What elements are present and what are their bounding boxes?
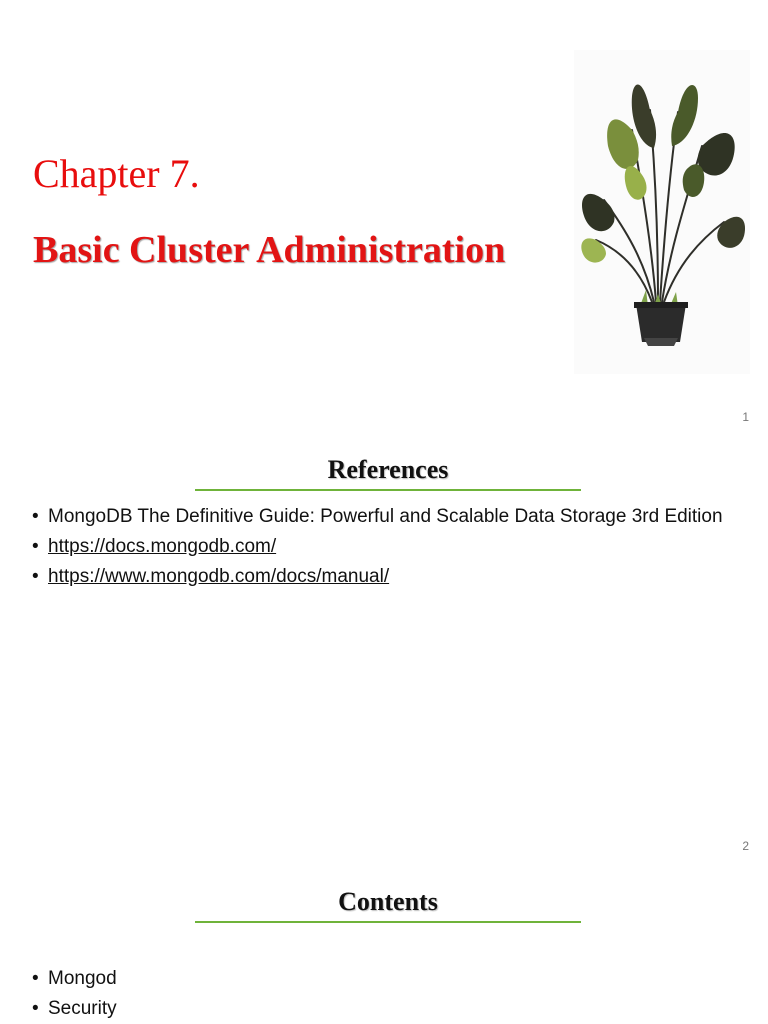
bullet-icon: •	[32, 536, 39, 557]
plant-illustration-icon	[574, 50, 750, 374]
slide-3	[0, 864, 768, 1024]
reference-text: MongoDB The Definitive Guide: Powerful and Scalable Data Storage 3rd Edition	[48, 506, 723, 527]
list-item	[32, 967, 732, 991]
bullet-icon: •	[32, 968, 39, 989]
list-item	[32, 565, 732, 589]
references-heading: References	[327, 455, 449, 484]
contents-heading: Contents	[338, 887, 438, 916]
references-list	[32, 505, 732, 595]
chapter-title: Chapter 7.	[33, 151, 200, 196]
bullet-icon: •	[32, 506, 39, 527]
contents-item-text: Security	[48, 998, 117, 1019]
page-number: 2	[742, 839, 749, 853]
page-number: 1	[742, 410, 749, 424]
contents-item-text: Mongod	[48, 968, 117, 989]
chapter-subtitle: Basic Cluster Administration	[33, 229, 506, 271]
list-item	[32, 505, 732, 529]
reference-link[interactable]: https://docs.mongodb.com/	[48, 536, 277, 557]
reference-link[interactable]: https://www.mongodb.com/docs/manual/	[48, 566, 390, 587]
bullet-icon: •	[32, 998, 39, 1019]
bullet-icon: •	[32, 566, 39, 587]
list-item	[32, 997, 732, 1021]
list-item	[32, 535, 732, 559]
contents-list	[32, 967, 732, 1024]
slide-2	[0, 432, 768, 862]
slide-1	[0, 0, 768, 430]
heading-rule	[195, 489, 581, 491]
heading-rule	[195, 921, 581, 923]
